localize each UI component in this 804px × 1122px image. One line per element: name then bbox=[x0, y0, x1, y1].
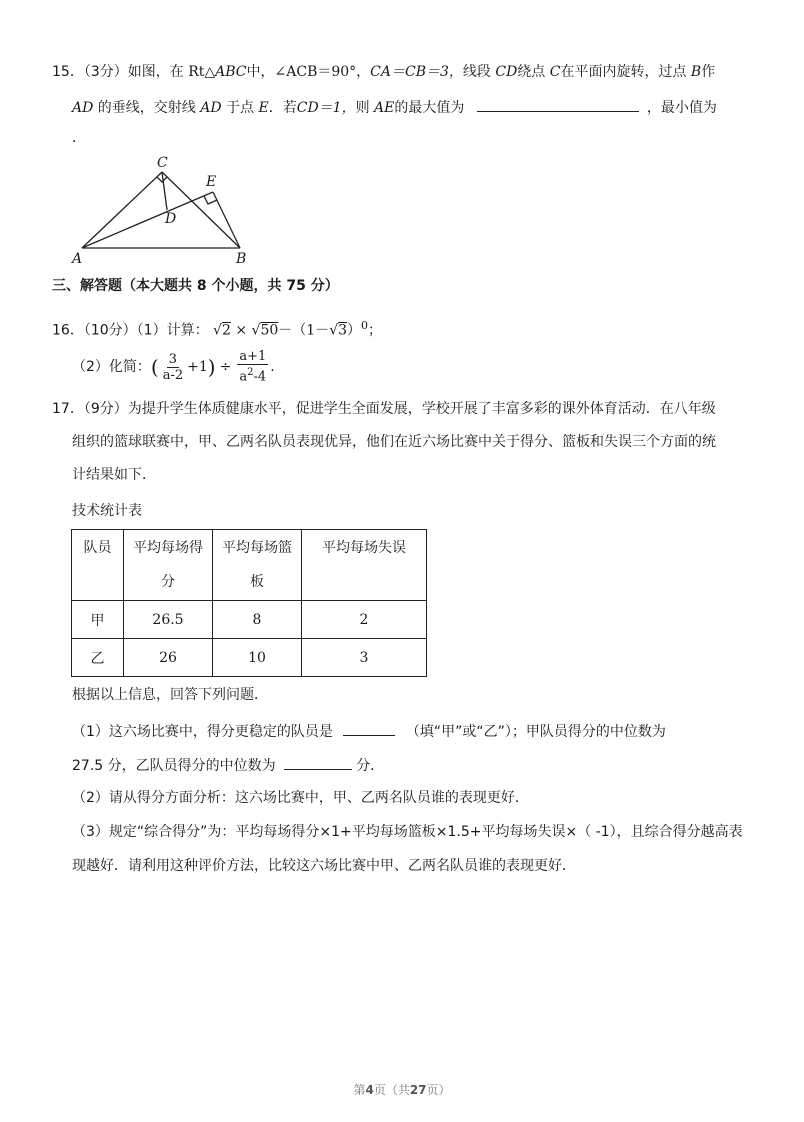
label-c: C bbox=[157, 155, 168, 171]
q15-text: 的垂线，交射线 bbox=[97, 100, 196, 116]
sqrt-2: √2 bbox=[213, 322, 231, 339]
q15-text: 的最大值为 bbox=[394, 100, 465, 116]
q15-b: B bbox=[690, 64, 702, 80]
den-base: a bbox=[239, 369, 248, 385]
q16-part2-label: （2）化简： bbox=[72, 359, 151, 375]
q15-cd-eq: CD＝1， bbox=[296, 100, 356, 116]
header-text: 板 bbox=[250, 574, 264, 590]
table-header-row bbox=[72, 530, 427, 601]
header-avg-rebounds bbox=[213, 530, 302, 601]
q17-line2: 组织的篮球联赛中，甲、乙两名队员表现优异，他们在近六场比赛中关于得分、篮板和失误三个方面的统 bbox=[72, 434, 716, 450]
q16-part2 bbox=[72, 348, 275, 386]
q15-ca-cb: CA＝CB＝3， bbox=[370, 64, 463, 80]
q17-p1-text: 27.5 分，乙队员得分的中位数为 bbox=[72, 758, 276, 774]
den-rest: -4 bbox=[253, 369, 267, 385]
sqrt-3: √3 bbox=[329, 322, 348, 339]
segment-ae bbox=[82, 192, 213, 248]
q16-part1-label: （1）计算： bbox=[136, 322, 209, 339]
open-paren: ( bbox=[150, 355, 159, 379]
q16-score: （10分） bbox=[83, 322, 137, 339]
q15-text: 中， bbox=[246, 64, 275, 80]
minus-part: －（1－ bbox=[278, 322, 330, 339]
page-footer bbox=[0, 1081, 804, 1098]
page-number: 4 bbox=[365, 1083, 374, 1097]
q17-p1-text: （1）这六场比赛中，得分更稳定的队员是 bbox=[72, 724, 333, 740]
header-avg-score bbox=[124, 530, 213, 601]
q17-p1-text: （填“甲”或“乙”）；甲队员得分的中位数为 bbox=[405, 724, 666, 740]
q15-line1 bbox=[52, 62, 715, 82]
segment-ac bbox=[82, 172, 162, 248]
times-sign: × bbox=[235, 322, 248, 339]
close-paren: ） bbox=[347, 322, 362, 339]
exponent: 0 bbox=[361, 319, 369, 332]
label-d: D bbox=[165, 211, 177, 227]
q15-number: 15． bbox=[52, 64, 84, 80]
q15-ad: AD bbox=[72, 100, 94, 116]
q17-part3-line1: （3）规定“综合得分”为：平均每场得分×1+平均每场篮板×1.5+平均每场失误×（ -1），且综合得分越高表 bbox=[72, 824, 743, 840]
q15-c: C bbox=[549, 64, 561, 80]
q17-intro: 根据以上信息，回答下列问题． bbox=[72, 687, 268, 703]
cell-turnovers: 2 bbox=[302, 601, 427, 639]
answer-blank-max[interactable] bbox=[477, 95, 639, 112]
stats-table bbox=[71, 529, 427, 677]
den-exponent: 2 bbox=[247, 367, 254, 379]
q15-text: 绕点 bbox=[517, 64, 546, 80]
q17-p1-text: 分． bbox=[356, 758, 385, 774]
q15-text: ．若 bbox=[268, 100, 297, 116]
q17-line3: 计结果如下． bbox=[72, 467, 156, 483]
footer-text: 第 bbox=[353, 1083, 366, 1097]
fraction-3-over-a-2 bbox=[161, 352, 185, 383]
q17-line1 bbox=[52, 399, 716, 419]
q15-line2 bbox=[72, 95, 717, 118]
header-text: 队员 bbox=[83, 540, 112, 556]
denominator bbox=[237, 365, 268, 384]
cell-rebounds: 8 bbox=[213, 601, 302, 639]
numerator: a+1 bbox=[239, 349, 267, 365]
footer-text: 页（共 bbox=[373, 1083, 410, 1097]
denominator: a-2 bbox=[162, 367, 184, 383]
header-text: 平均每场篮 bbox=[222, 540, 292, 556]
q16-number: 16． bbox=[52, 322, 84, 339]
label-e: E bbox=[206, 174, 217, 190]
numerator: 3 bbox=[168, 351, 178, 367]
cell-turnovers: 3 bbox=[302, 639, 427, 677]
sqrt-arg: 3 bbox=[338, 322, 348, 339]
cell-score: 26 bbox=[124, 639, 213, 677]
label-a: A bbox=[72, 251, 83, 267]
table-row bbox=[72, 639, 427, 677]
sqrt-arg: 50 bbox=[260, 322, 279, 339]
segment-cb bbox=[162, 172, 240, 248]
cell-player: 乙 bbox=[72, 639, 124, 677]
answer-blank-median[interactable] bbox=[284, 753, 352, 770]
q15-text: 在平面内旋转，过点 bbox=[560, 64, 687, 80]
q15-text: ，最小值为 bbox=[646, 100, 717, 116]
right-angle-c bbox=[157, 177, 167, 182]
q17-part3-line2: 现越好．请利用这种评价方法，比较这六场比赛中甲、乙两名队员谁的表现更好． bbox=[72, 858, 576, 874]
q15-angle: ∠ACB＝90°， bbox=[274, 64, 371, 80]
cell-player: 甲 bbox=[72, 601, 124, 639]
header-avg-turnovers bbox=[302, 530, 427, 601]
period: . bbox=[270, 359, 275, 375]
q15-abc: ABC bbox=[215, 64, 247, 80]
label-b: B bbox=[236, 251, 247, 267]
header-text: 分 bbox=[161, 574, 175, 590]
sqrt-50: √50 bbox=[251, 322, 279, 339]
q15-ae: AE bbox=[374, 100, 395, 116]
geometry-diagram bbox=[60, 148, 290, 268]
semicolon: ； bbox=[368, 322, 383, 339]
q15-text: 作 bbox=[701, 64, 716, 80]
page-total: 27 bbox=[409, 1083, 427, 1097]
q15-cd: CD bbox=[495, 64, 518, 80]
table-row bbox=[72, 601, 427, 639]
q15-text: 则 bbox=[355, 100, 370, 116]
q17-part2: （2）请从得分方面分析：这六场比赛中，甲、乙两名队员谁的表现更好． bbox=[72, 790, 529, 806]
table-title: 技术统计表 bbox=[72, 503, 142, 519]
section-heading: 三、解答题（本大题共 8 个小题，共 75 分） bbox=[52, 278, 339, 294]
q16-part1 bbox=[52, 316, 382, 341]
q17-text: 为提升学生体质健康水平，促进学生全面发展，学校开展了丰富多彩的课外体育活动．在八年级 bbox=[127, 401, 716, 417]
close-paren: ) bbox=[207, 355, 216, 379]
q15-text: 于点 bbox=[226, 100, 255, 116]
q15-e: E bbox=[258, 100, 269, 116]
q17-part1-line1 bbox=[72, 719, 666, 742]
answer-blank-stable-player[interactable] bbox=[343, 719, 395, 736]
q15-line3: ． bbox=[72, 130, 86, 146]
cell-rebounds: 10 bbox=[213, 639, 302, 677]
header-text: 平均每场得 bbox=[133, 540, 203, 556]
q17-part1-line2 bbox=[72, 753, 384, 776]
cell-score: 26.5 bbox=[124, 601, 213, 639]
q17-number: 17． bbox=[52, 401, 84, 417]
divide-sign: ÷ bbox=[219, 359, 232, 375]
q15-text: 线段 bbox=[462, 64, 491, 80]
header-player bbox=[72, 530, 124, 601]
fraction-a1-over-a2-4 bbox=[237, 349, 268, 384]
q15-rt: Rt△ bbox=[188, 64, 216, 80]
sqrt-arg: 2 bbox=[221, 322, 231, 339]
footer-text: 页） bbox=[426, 1083, 451, 1097]
q15-ad: AD bbox=[200, 100, 222, 116]
plus-one: +1 bbox=[187, 359, 208, 375]
q15-score: （3分） bbox=[83, 64, 128, 80]
q17-score: （9分） bbox=[83, 401, 128, 417]
header-text: 平均每场失误 bbox=[322, 540, 406, 556]
q15-text: 如图，在 bbox=[127, 64, 184, 80]
